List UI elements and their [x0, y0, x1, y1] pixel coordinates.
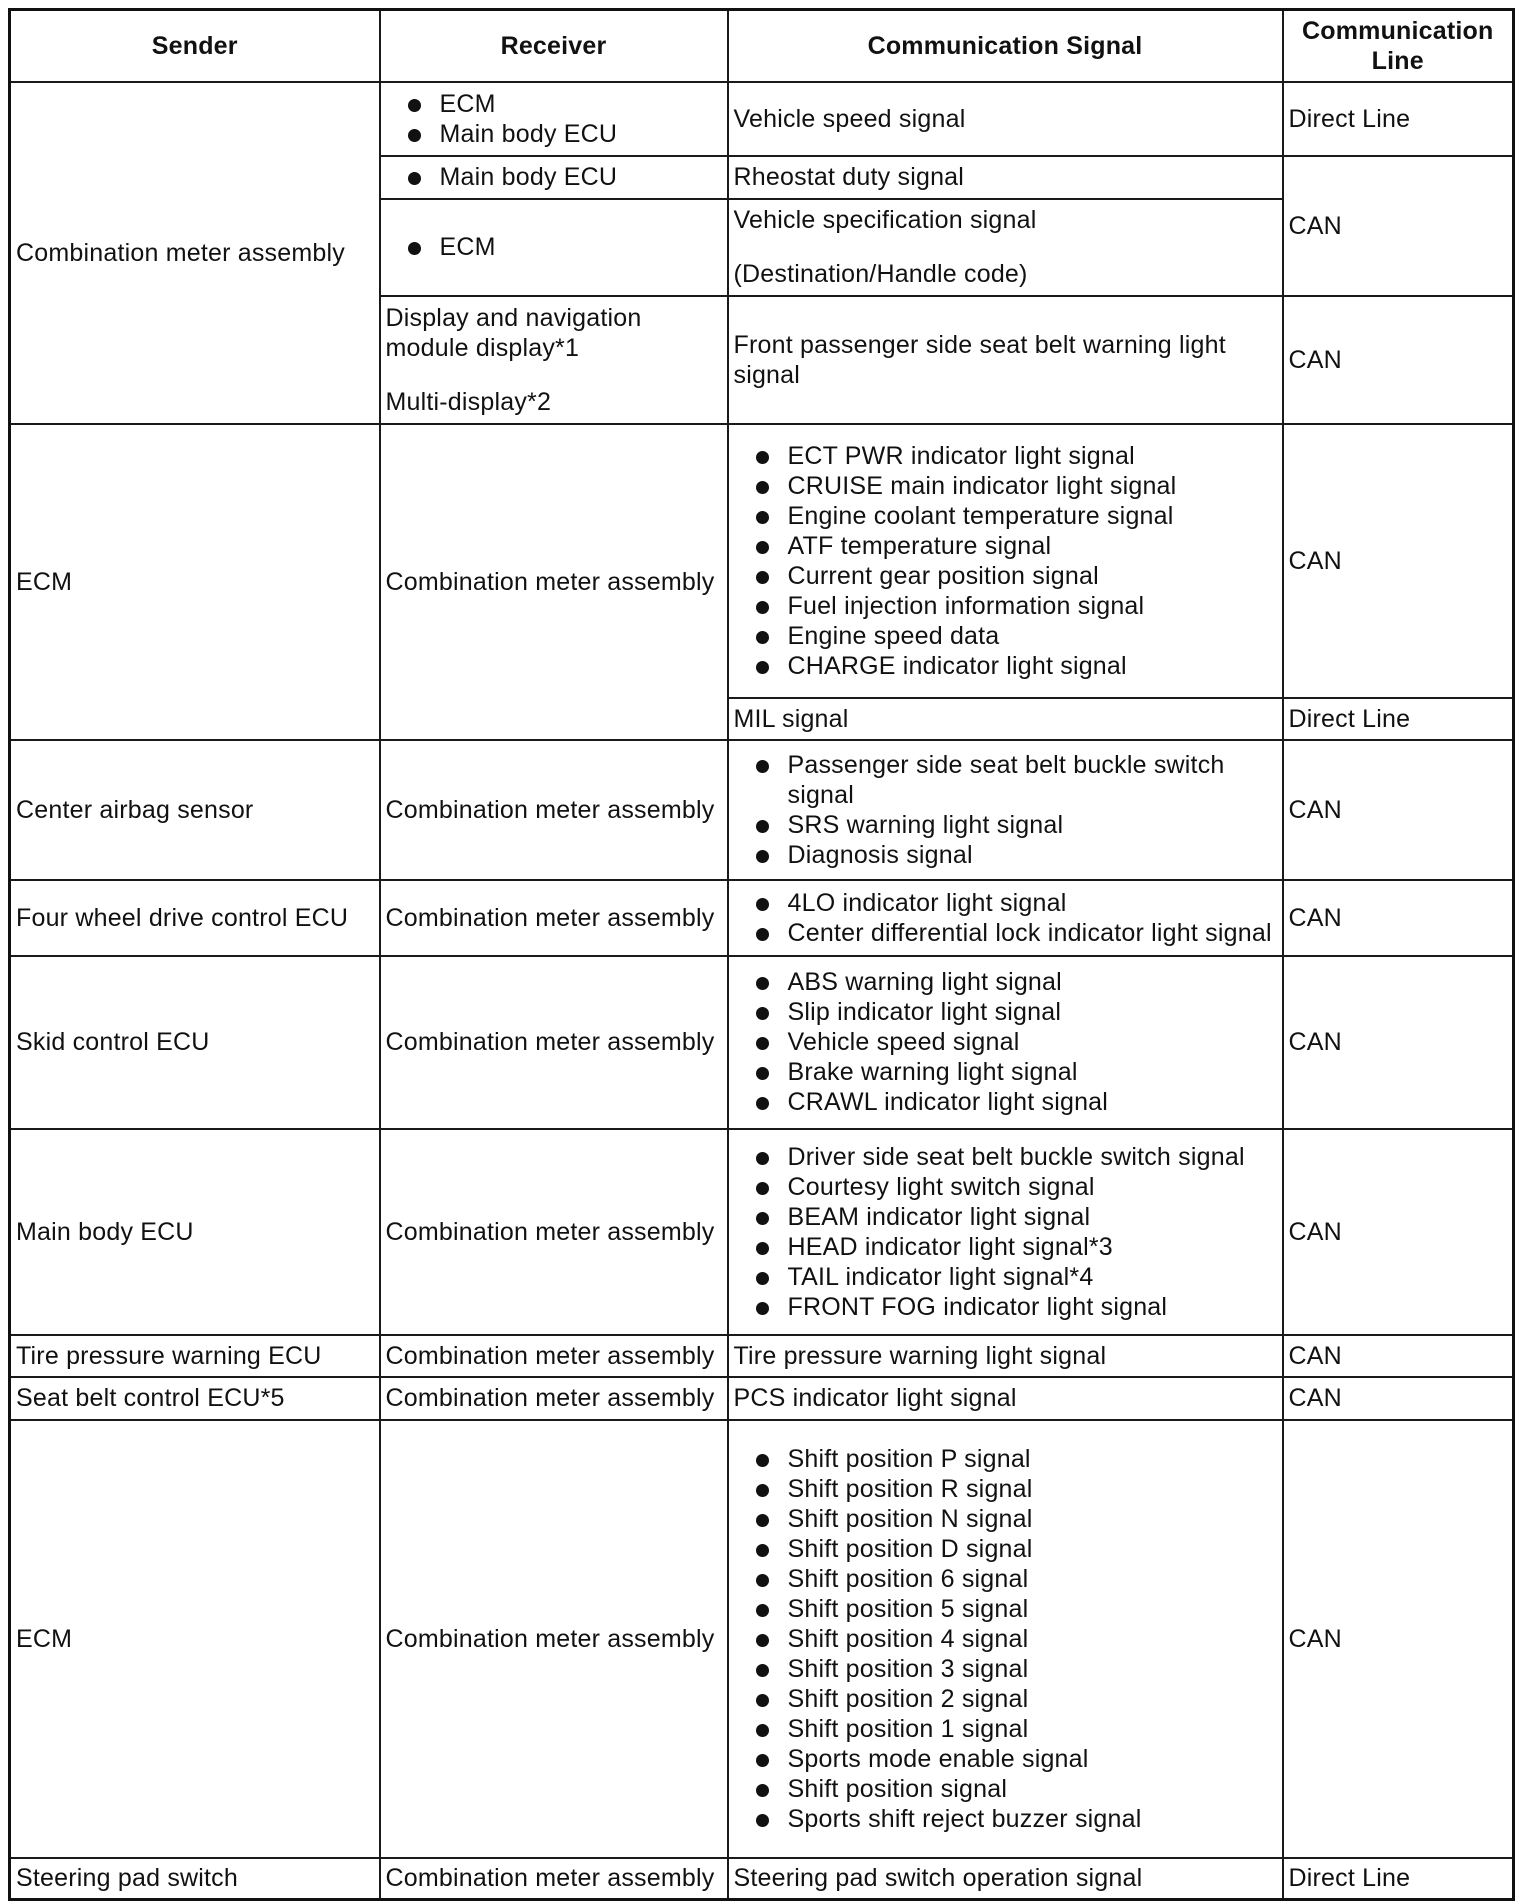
header-signal: Communication Signal [728, 10, 1283, 82]
sender-cell: Tire pressure warning ECU [10, 1335, 380, 1377]
receiver-cell: Combination meter assembly [380, 424, 728, 740]
table-row [10, 1335, 1514, 1377]
receiver-cell: Combination meter assembly [380, 740, 728, 880]
signal-item: Engine coolant temperature signal [734, 501, 1277, 531]
line-cell: CAN [1283, 956, 1514, 1129]
receiver-cell [380, 296, 728, 424]
receiver-text: Multi-display*2 [385, 387, 552, 416]
signal-item: HEAD indicator light signal*3 [734, 1232, 1277, 1262]
signal-cell [728, 424, 1283, 698]
signal-item: Passenger side seat belt buckle switch signal [734, 750, 1248, 810]
line-cell: CAN [1283, 296, 1514, 424]
sender-cell: Seat belt control ECU*5 [10, 1377, 380, 1420]
sender-cell: Combination meter assembly [10, 82, 380, 424]
signal-list [734, 888, 1277, 948]
receiver-item: ECM [386, 232, 722, 262]
line-cell: Direct Line [1283, 1858, 1514, 1900]
signal-item: Brake warning light signal [734, 1057, 1277, 1087]
signal-item: Shift position N signal [734, 1504, 1277, 1534]
line-cell: CAN [1283, 1377, 1514, 1420]
signal-item: CRUISE main indicator light signal [734, 471, 1277, 501]
signal-cell: MIL signal [728, 698, 1283, 740]
receiver-item: ECM [386, 89, 722, 119]
receiver-list [386, 162, 722, 192]
signal-cell [728, 956, 1283, 1129]
signal-list [734, 441, 1277, 681]
line-cell: CAN [1283, 880, 1514, 956]
signal-item: Shift position 4 signal [734, 1624, 1277, 1654]
signal-item: ATF temperature signal [734, 531, 1277, 561]
sender-cell: Main body ECU [10, 1129, 380, 1335]
signal-list [734, 750, 1277, 870]
signal-item: CRAWL indicator light signal [734, 1087, 1277, 1117]
sender-cell: Four wheel drive control ECU [10, 880, 380, 956]
receiver-list [386, 232, 722, 262]
receiver-cell: Combination meter assembly [380, 880, 728, 956]
signal-item: Fuel injection information signal [734, 591, 1277, 621]
signal-item: Courtesy light switch signal [734, 1172, 1277, 1202]
receiver-cell [380, 199, 728, 296]
signal-item: Shift position signal [734, 1774, 1277, 1804]
signal-item: Shift position 6 signal [734, 1564, 1277, 1594]
sender-cell: Skid control ECU [10, 956, 380, 1129]
signal-item: 4LO indicator light signal [734, 888, 1277, 918]
signal-item: Shift position R signal [734, 1474, 1277, 1504]
table-row [10, 82, 1514, 156]
sender-cell: Steering pad switch [10, 1858, 380, 1900]
signal-item: Shift position 5 signal [734, 1594, 1277, 1624]
receiver-cell: Combination meter assembly [380, 1129, 728, 1335]
signal-item: Shift position 1 signal [734, 1714, 1277, 1744]
signal-cell: Vehicle speed signal [728, 82, 1283, 156]
signal-item: Vehicle speed signal [734, 1027, 1277, 1057]
signal-item: Engine speed data [734, 621, 1277, 651]
signal-cell: PCS indicator light signal [728, 1377, 1283, 1420]
signal-item: CHARGE indicator light signal [734, 651, 1277, 681]
signal-cell [728, 1129, 1283, 1335]
line-cell: CAN [1283, 424, 1514, 698]
signal-item: Slip indicator light signal [734, 997, 1277, 1027]
signal-item: Shift position P signal [734, 1444, 1277, 1474]
receiver-cell: Combination meter assembly [380, 1420, 728, 1858]
signal-item: Shift position 3 signal [734, 1654, 1277, 1684]
signal-item: FRONT FOG indicator light signal [734, 1292, 1277, 1322]
receiver-cell: Combination meter assembly [380, 956, 728, 1129]
signal-list [734, 1444, 1277, 1834]
signal-item: Shift position 2 signal [734, 1684, 1277, 1714]
signal-text: (Destination/Handle code) [733, 260, 1028, 288]
signal-item: Sports mode enable signal [734, 1744, 1277, 1774]
signal-item: TAIL indicator light signal*4 [734, 1262, 1277, 1292]
table-row [10, 1377, 1514, 1420]
receiver-cell [380, 156, 728, 199]
signal-cell [728, 199, 1283, 296]
receiver-cell [380, 82, 728, 156]
receiver-cell: Combination meter assembly [380, 1335, 728, 1377]
signal-item: Current gear position signal [734, 561, 1277, 591]
sender-cell: Center airbag sensor [10, 740, 380, 880]
signal-cell: Steering pad switch operation signal [728, 1858, 1283, 1900]
receiver-item: Main body ECU [386, 162, 722, 192]
sender-cell: ECM [10, 424, 380, 740]
line-cell: CAN [1283, 1420, 1514, 1858]
signal-cell: Tire pressure warning light signal [728, 1335, 1283, 1377]
header-line: Communication Line [1283, 10, 1514, 82]
signal-cell [728, 1420, 1283, 1858]
signal-item: Driver side seat belt buckle switch signal [734, 1142, 1277, 1172]
line-cell: Direct Line [1283, 82, 1514, 156]
table-row [10, 1420, 1514, 1858]
signal-cell: Rheostat duty signal [728, 156, 1283, 199]
line-cell: CAN [1283, 1129, 1514, 1335]
communication-table [8, 8, 1515, 1901]
header-row [10, 10, 1514, 82]
sender-cell: ECM [10, 1420, 380, 1858]
table-row [10, 740, 1514, 880]
signal-item: Center differential lock indicator light signal [734, 918, 1277, 948]
table-row [10, 1858, 1514, 1900]
signal-item: ABS warning light signal [734, 967, 1277, 997]
header-receiver: Receiver [380, 10, 728, 82]
table-row [10, 1129, 1514, 1335]
signal-list [734, 967, 1277, 1117]
signal-cell: Front passenger side seat belt warning light signal [728, 296, 1283, 424]
signal-item: Sports shift reject buzzer signal [734, 1804, 1277, 1834]
signal-item: ECT PWR indicator light signal [734, 441, 1277, 471]
line-cell: CAN [1283, 1335, 1514, 1377]
signal-item: Shift position D signal [734, 1534, 1277, 1564]
table-row [10, 880, 1514, 956]
receiver-list [386, 89, 722, 149]
signal-cell [728, 880, 1283, 956]
receiver-cell: Combination meter assembly [380, 1858, 728, 1900]
line-cell: Direct Line [1283, 698, 1514, 740]
signal-item: Diagnosis signal [734, 840, 1277, 870]
receiver-cell: Combination meter assembly [380, 1377, 728, 1420]
table-row [10, 956, 1514, 1129]
receiver-item: Main body ECU [386, 119, 722, 149]
line-cell: CAN [1283, 156, 1514, 296]
signal-text: Vehicle specification signal [733, 206, 1037, 234]
header-sender: Sender [10, 10, 380, 82]
signal-list [734, 1142, 1277, 1322]
table-row [10, 424, 1514, 698]
signal-cell [728, 740, 1283, 880]
signal-item: SRS warning light signal [734, 810, 1277, 840]
signal-item: BEAM indicator light signal [734, 1202, 1277, 1232]
line-cell: CAN [1283, 740, 1514, 880]
receiver-text: Display and navigation module display*1 [385, 303, 642, 362]
